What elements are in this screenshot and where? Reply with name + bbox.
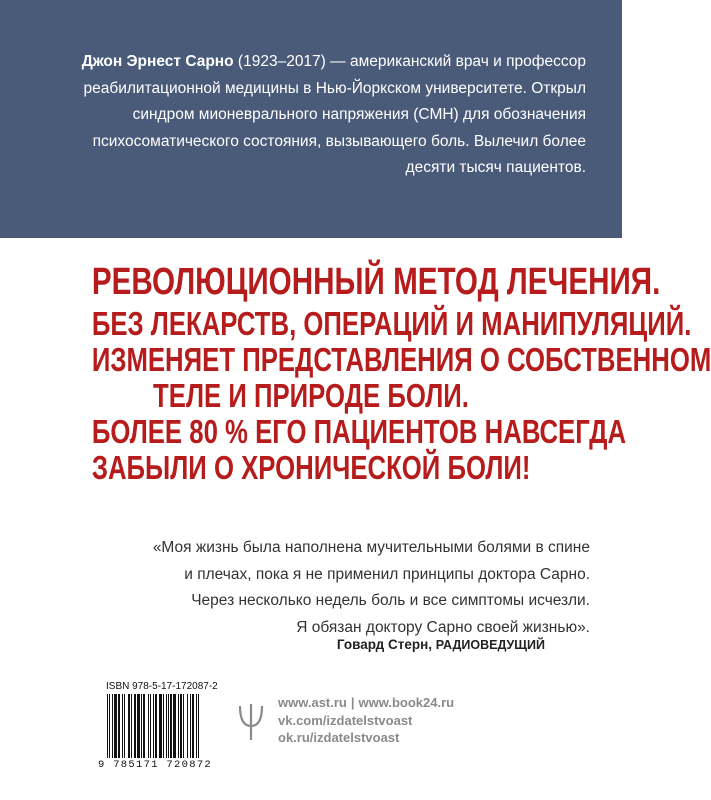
headline-line: ИЗМЕНЯЕТ ПРЕДСТАВЛЕНИЯ О СОБСТВЕННОМ <box>91 341 711 378</box>
barcode-bars <box>105 694 233 758</box>
quote-line: и плечах, пока я не применил принципы доктора Сарно. <box>184 565 590 583</box>
isbn-barcode <box>95 677 240 775</box>
headline-line: ЗАБЫЛИ О ХРОНИЧЕСКОЙ БОЛИ! <box>91 449 531 486</box>
headline <box>91 261 711 486</box>
link-book24: www.book24.ru <box>358 695 455 710</box>
quote-author-role: РАДИОВЕДУЩИЙ <box>435 638 545 652</box>
quote-line: Я обязан доктору Сарно своей жизнью». <box>296 618 590 636</box>
isbn-digits: 9 785171 720872 <box>98 759 213 771</box>
isbn-label: ISBN 978-5-17-172087-2 <box>106 681 218 692</box>
quote-author: Говард Стерн, <box>336 637 432 652</box>
link-vk: vk.com/izdatelstvoast <box>278 712 413 728</box>
author-bio-text: (1923–2017) — американский врач и профессор реабилитационной медицины в Нью-Йоркском университете. Открыл синдром мионеврального напряжения (СМН) для обозначения психосоматического состояния, вызывающего боль. Вылечил более десяти тысяч пациентов. <box>83 53 586 177</box>
headline-line: ТЕЛЕ И ПРИРОДЕ БОЛИ. <box>153 377 469 414</box>
quote-line: «Моя жизнь была наполнена мучительными болями в спине <box>152 539 590 556</box>
link-ok: ok.ru/izdatelstvoast <box>278 730 400 745</box>
headline-line: БЕЗ ЛЕКАРСТВ, ОПЕРАЦИЙ И МАНИПУЛЯЦИЙ. <box>91 305 692 342</box>
headline-line: БОЛЕЕ 80 % ЕГО ПАЦИЕНТОВ НАВСЕГДА <box>91 413 627 450</box>
quote-attribution <box>200 637 545 652</box>
testimonial-quote <box>40 535 590 641</box>
link-ast: www.ast.ru <box>278 695 347 710</box>
author-name: Джон Эрнест Сарно <box>81 53 234 70</box>
publisher-links <box>278 694 493 747</box>
headline-line: РЕВОЛЮЦИОННЫЙ МЕТОД ЛЕЧЕНИЯ. <box>91 261 661 303</box>
quote-line: Через несколько недель боль и все симптомы исчезли. <box>191 592 590 609</box>
author-bio <box>66 49 586 182</box>
link-separator: | <box>350 695 355 710</box>
publisher-logo-icon <box>238 702 264 742</box>
